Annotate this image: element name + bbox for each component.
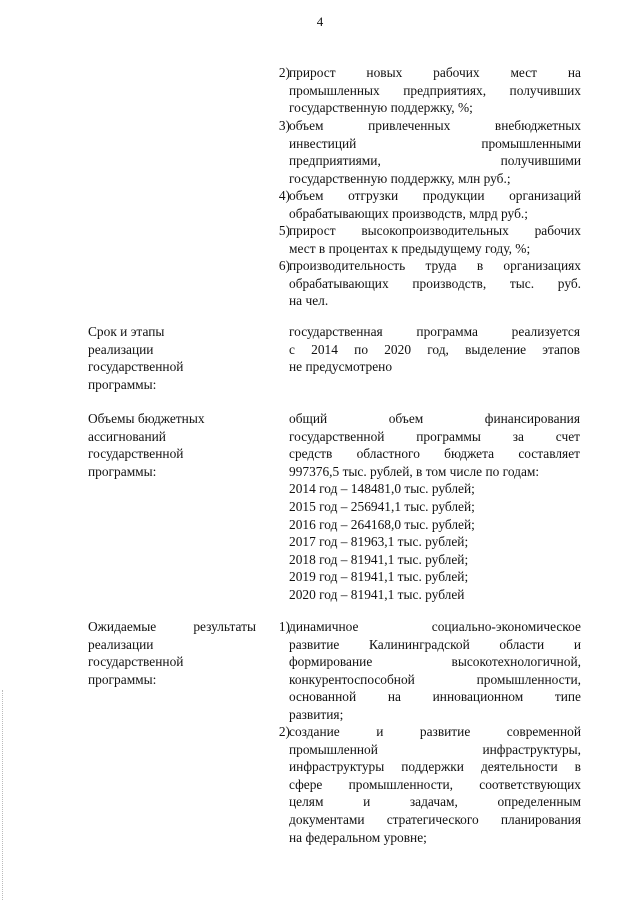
result-line: инфраструктуры поддержки деятельности в (289, 759, 581, 775)
terms-text: государственная программа реализуется с 2014 по 2020 год, выделение этапов не предусмотрено (289, 324, 580, 375)
indicator-line: объем отгрузки продукции организаций (289, 188, 581, 203)
indicator-number: 3) (278, 118, 290, 133)
budget-year-line: 2016 год – 264168,0 тыс. рублей; (289, 516, 475, 532)
result-line: на федеральном уровне; (289, 829, 427, 845)
budget-label: Объемы бюджетных ассигнований государственной программы: (88, 411, 205, 479)
indicator-line: промышленных предприятиях, получивших (289, 82, 581, 98)
budget-year-line: 2017 год – 81963,1 тыс. рублей; (289, 534, 469, 550)
result-line: основанной на инновационном типе (289, 689, 581, 705)
budget-year-line: 2014 год – 148481,0 тыс. рублей; (289, 481, 475, 497)
page-number: 4 (316, 14, 324, 29)
indicator-line: объем привлеченных внебюджетных (289, 118, 581, 133)
result-line: динамичное социально-экономическое (289, 619, 581, 634)
result-line: документами стратегического планирования (289, 811, 581, 827)
terms-label: Срок и этапы реализации государственной программы: (88, 324, 184, 392)
indicator-line: мест в процентах к предыдущему году, %; (289, 240, 531, 256)
indicator-line: прирост новых рабочих мест на (289, 65, 581, 80)
indicator-number: 4) (278, 188, 290, 203)
indicator-line: на чел. (289, 293, 329, 309)
indicator-line: государственную поддержку, %; (289, 100, 473, 116)
scan-margin-artifact (2, 690, 4, 900)
indicator-number: 2) (278, 65, 290, 80)
indicator-line: инвестиций промышленными (289, 135, 581, 151)
budget-year-line: 2019 год – 81941,1 тыс. рублей; (289, 569, 469, 585)
result-line: создание и развитие современной (289, 724, 581, 739)
budget-year-line: 2018 год – 81941,1 тыс. рублей; (289, 551, 469, 567)
result-line: конкурентоспособной промышленности, (289, 671, 581, 687)
indicator-line: предприятиями, получившими (289, 153, 581, 169)
budget-year-line: 2020 год – 81941,1 тыс. рублей (289, 586, 465, 602)
indicator-line: государственную поддержку, млн руб.; (289, 170, 511, 186)
result-line: целям и задачам, определенным (289, 794, 581, 810)
result-line: формирование высокотехнологичной, (289, 654, 581, 670)
indicator-number: 5) (278, 223, 290, 238)
result-number: 2) (278, 724, 290, 739)
result-line: развитие Калининградской области и (289, 636, 581, 652)
budget-year-line: 2015 год – 256941,1 тыс. рублей; (289, 498, 475, 514)
budget-text: общий объем финансирования государственной программы за счет средств областного бюджета составляет 997376,5 тыс. рублей, в том числе по годам: 2014 год – 148481,0 тыс. рублей; 2015 год – 256941,1 тыс. рублей; 2016 год – 264168,0 тыс. рублей; 2017 год – 81963,1 тыс. рублей; 2018 год – 81941,1 тыс. рублей; 2019 год – 81941,1 тыс. рублей; 2020 год – 81941,1 тыс. рублей (289, 411, 580, 602)
result-number: 1) (278, 619, 290, 634)
indicator-line: обрабатывающих производств, млрд руб.; (289, 205, 528, 221)
indicator-line: прирост высокопроизводительных рабочих (289, 223, 581, 238)
result-line: развития; (289, 706, 344, 722)
results-label: Ожидаемые результаты реализации государственной программы: (88, 619, 256, 687)
indicator-line: обрабатывающих производств, тыс. руб. (289, 275, 581, 291)
result-line: сфере промышленности, соответствующих (289, 776, 581, 792)
indicator-number: 6) (278, 258, 290, 273)
indicator-line: производительность труда в организациях (289, 258, 581, 273)
result-line: промышленной инфраструктуры, (289, 741, 581, 757)
